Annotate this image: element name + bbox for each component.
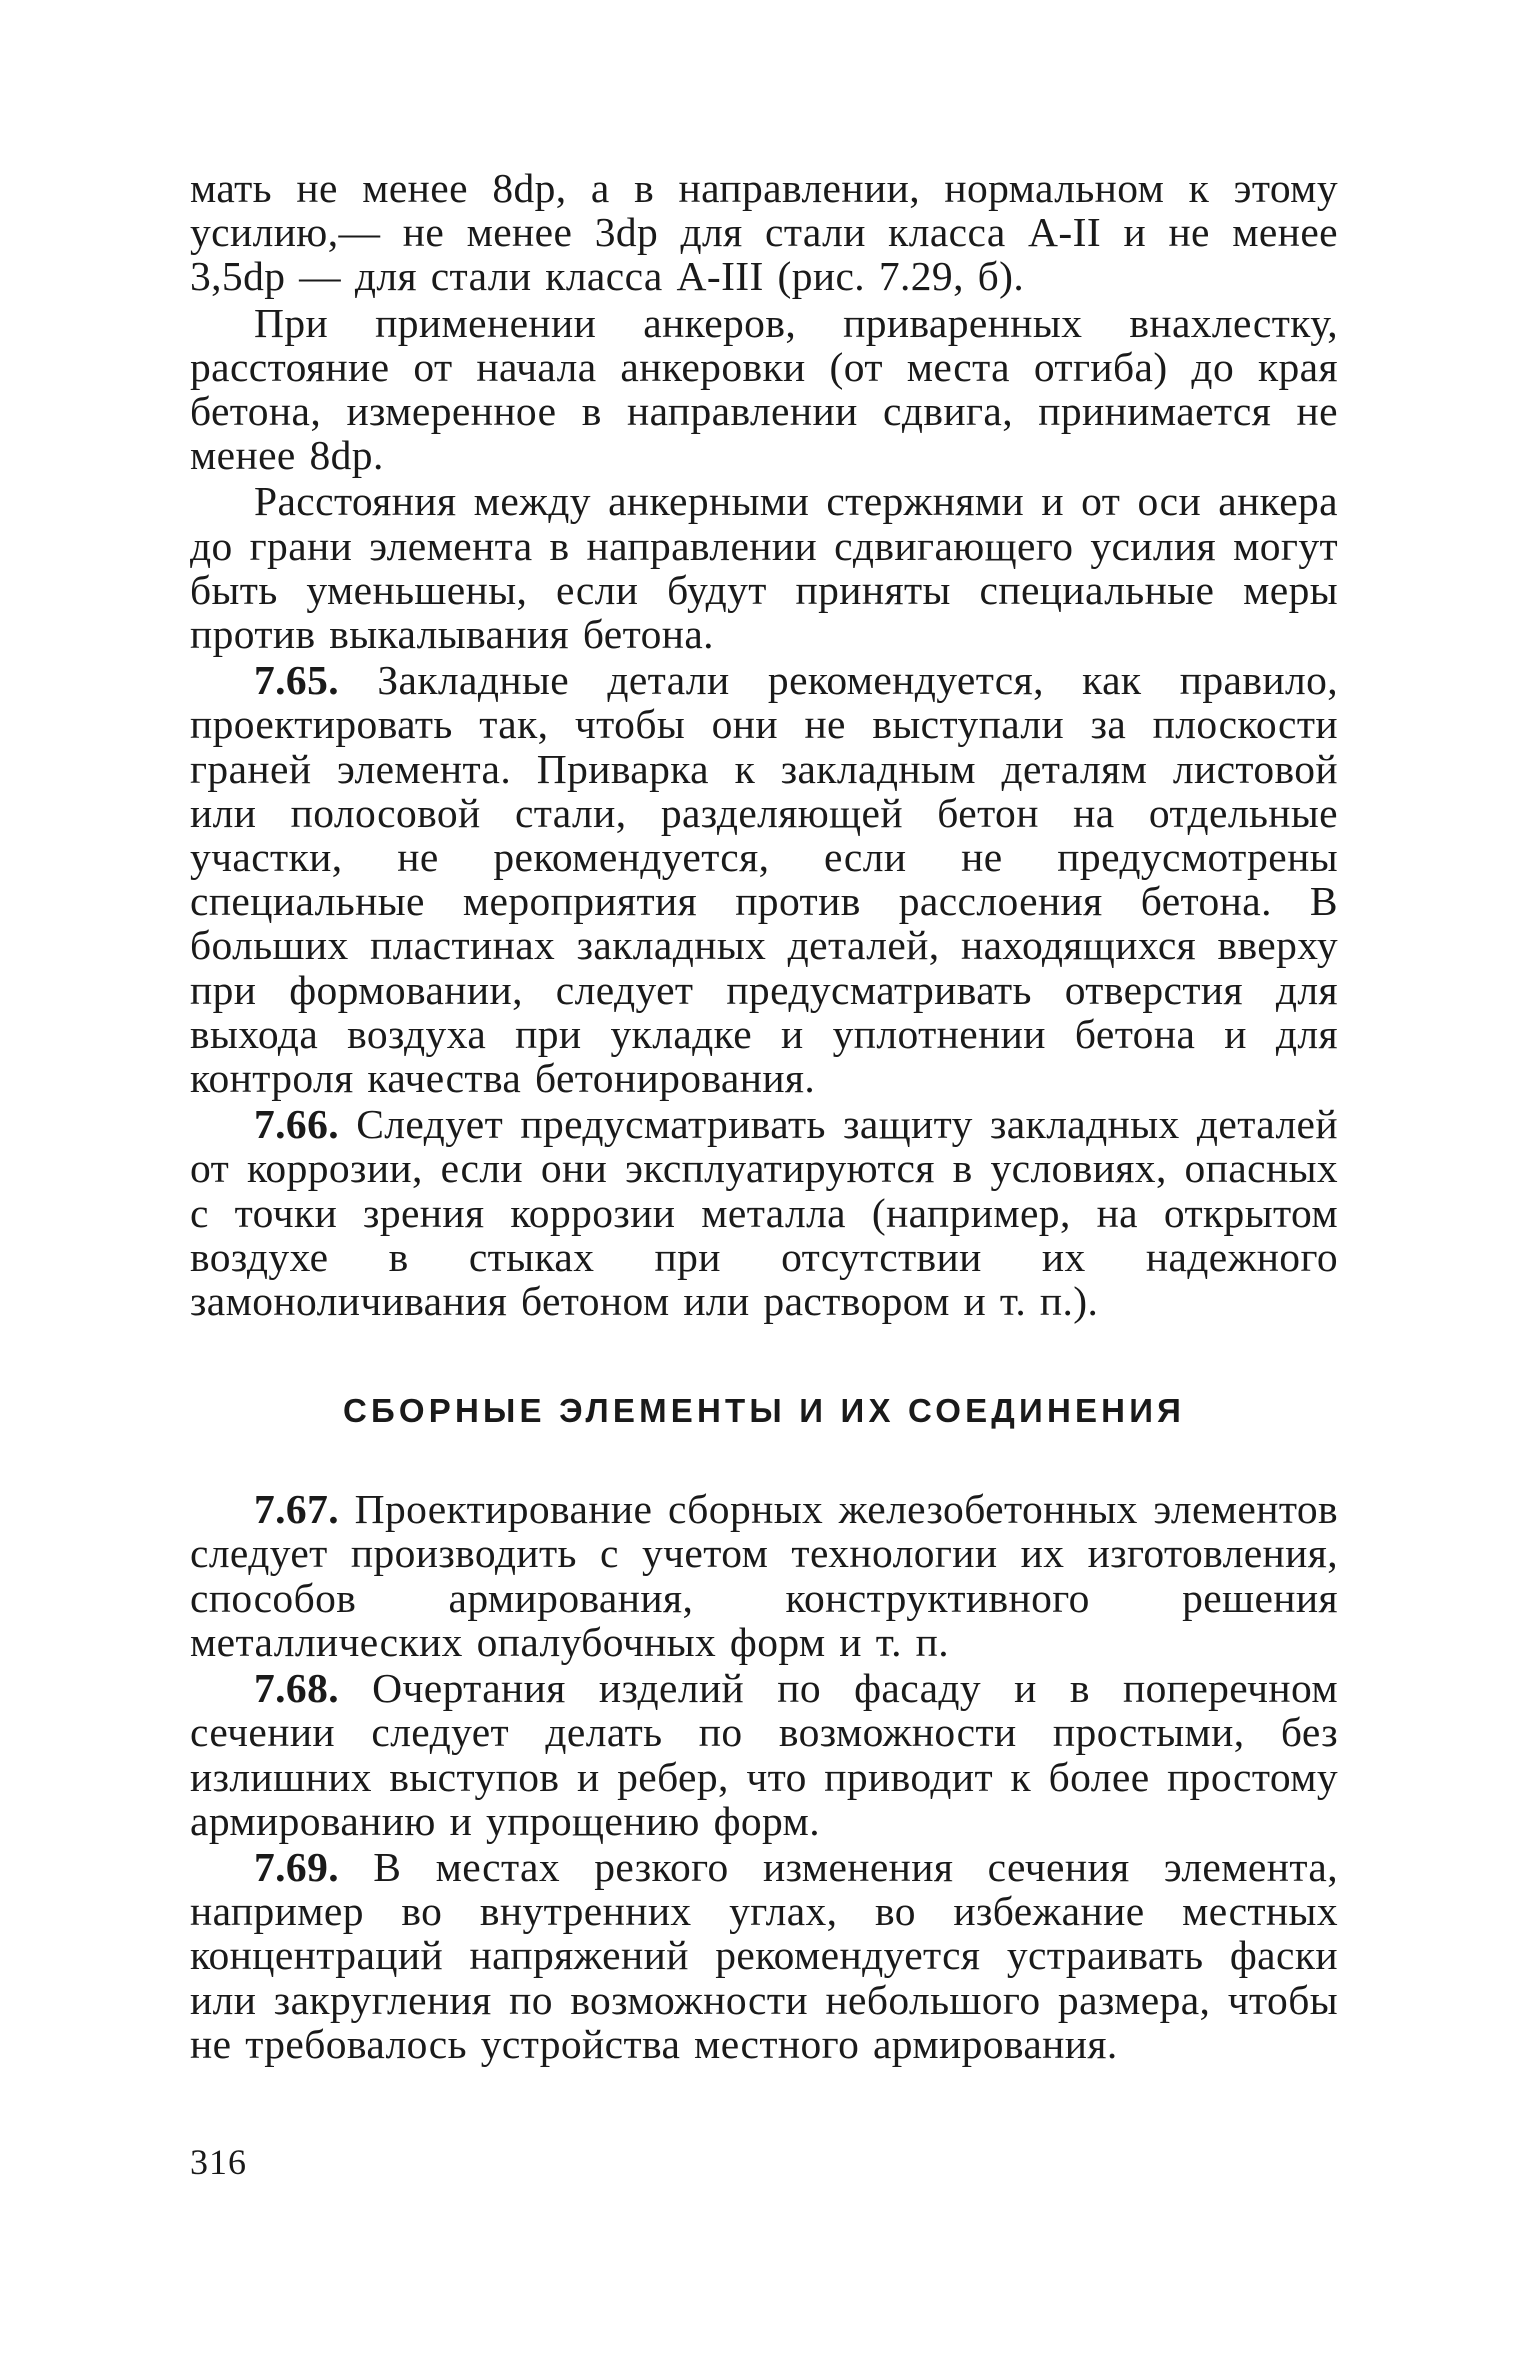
clause-text: Проектирование сборных железобетонных элементов следует производить с учетом технологии их изготовления, способов армирования, конструктивного решения металлических опалубочных форм и т. п.: [190, 1486, 1338, 1665]
clause-7-67: [190, 1487, 1338, 1664]
clause-number: 7.69.: [254, 1843, 339, 1890]
paragraph-anchor-spacing: Расстояния между анкерными стержнями и от оси анкера до грани элемента в направлении сдвигающего усилия могут быть уменьшены, если будут приняты специальные меры против выкалывания бетона.: [190, 478, 1338, 658]
section-heading: СБОРНЫЕ ЭЛЕМЕНТЫ И ИХ СОЕДИНЕНИЯ: [342, 1392, 1186, 1430]
clause-number: 7.67.: [254, 1486, 339, 1533]
page-number: 316: [190, 2142, 247, 2182]
clause-text: Закладные детали рекомендуется, как правило, проектировать так, чтобы они не выступали за плоскости граней элемента. Приварка к закладным деталям листовой или полосовой стали, разделяющей бетон на отдельные участки, не рекомендуется, если не предусмотрены специальные мероприятия против расслоения бетона. В больших пластинах закладных деталей, находящихся вверху при формовании, следует предусматривать отверстия для выхода воздуха при укладке и уплотнении бетона и для контроля качества бетонирования.: [190, 657, 1338, 1102]
clause-7-66: [190, 1102, 1338, 1323]
clause-7-68: [190, 1666, 1338, 1843]
paragraph-continuation: мать не менее 8dр, а в направлении, нормальном к этому усилию,— не менее 3dр для стали класса А-II и не менее 3,5dр — для стали класса А-III (рис. 7.29, б).: [190, 165, 1338, 300]
clause-number: 7.65.: [254, 657, 339, 704]
clause-text: Следует предусматривать защиту закладных деталей от коррозии, если они эксплуатируются в условиях, опасных с точки зрения коррозии металла (например, на открытом воздухе в стыках при отсутствии их надежного замоноличивания бетоном или раствором и т. п.).: [190, 1101, 1338, 1325]
paragraph-anchor-overlap: При применении анкеров, приваренных внахлестку, расстояние от начала анкеровки (от места отгиба) до края бетона, измеренное в направлении сдвига, принимается не менее 8dр.: [190, 299, 1338, 479]
clause-7-65: [190, 658, 1338, 1100]
clause-number: 7.66.: [254, 1101, 339, 1148]
clause-text: В местах резкого изменения сечения элемента, например во внутренних углах, во избежание местных концентраций напряжений рекомендуется устраивать фаски или закругления по возможности небольшого размера, чтобы не требовалось устройства местного армирования.: [190, 1843, 1338, 2067]
clause-text: Очертания изделий по фасаду и в поперечном сечении следует делать по возможности простыми, без излишних выступов и ребер, что приводит к более простому армированию и упрощению форм.: [190, 1665, 1338, 1844]
clause-number: 7.68.: [254, 1665, 339, 1712]
page-body: [190, 166, 1338, 2068]
clause-7-69: [190, 1845, 1338, 2066]
